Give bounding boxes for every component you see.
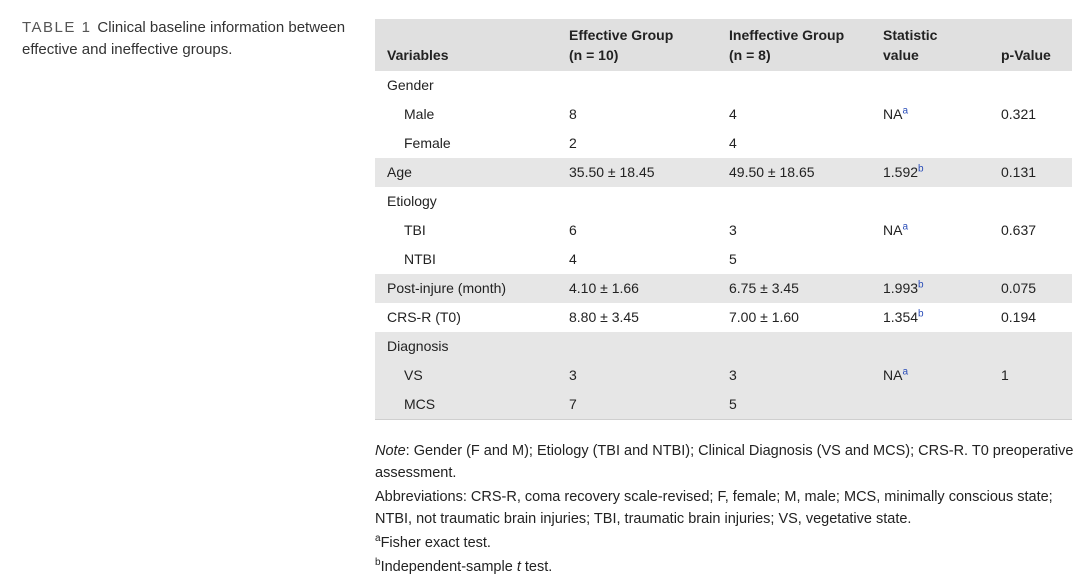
cell-pvalue: 0.194 [1001,309,1037,325]
cell-ineffective: 4 [729,106,737,122]
cell-ineffective: 3 [717,361,871,390]
abbreviations-line: Abbreviations: CRS-R, coma recovery scale-revised; F, female; M, male; MCS, minimally conscious state; NTBI, not traumatic brain injuries; TBI, traumatic brain injuries; VS, vegetative state. [375,489,1053,527]
row-label: TBI [404,222,426,238]
table-row [375,158,1072,187]
cell-ineffective: 5 [717,390,871,420]
cell-pvalue: 0.321 [1001,106,1037,122]
row-label: Age [375,158,557,187]
header-ineffective: Ineffective Group (n = 8) [717,19,871,71]
footnote-a: $^a$Fisher exact test. [375,533,491,551]
table-caption [22,17,352,61]
cell-effective: 8 [569,106,577,122]
row-label: Etiology [387,193,437,209]
table-row [375,71,1072,100]
cell-statistic: 1.993$^b$ [871,274,989,303]
cell-statistic: $NA^a$ [871,361,989,390]
table-notes [375,440,1075,580]
table-row [375,129,1072,158]
cell-ineffective: 6.75 ± 3.45 [717,274,871,303]
table-row [375,361,1072,390]
cell-pvalue: 0.637 [1001,222,1037,238]
row-label: Post-injure (month) [375,274,557,303]
cell-effective: 3 [557,361,717,390]
header-statistic: Statistic value [871,19,989,71]
table-row [375,100,1072,129]
row-label: CRS-R (T0) [387,309,461,325]
cell-pvalue: 0.131 [989,158,1072,187]
table-label: TABLE 1 [22,19,92,36]
table-row [375,216,1072,245]
cell-effective: 6 [569,222,577,238]
cell-ineffective: 7.00 ± 1.60 [729,309,799,325]
cell-statistic: $NA^a$ [883,221,909,238]
header-effective: Effective Group (n = 10) [557,19,717,71]
cell-effective: 2 [569,135,577,151]
cell-effective: 8.80 ± 3.45 [569,309,639,325]
cell-ineffective: 49.50 ± 18.65 [717,158,871,187]
row-label: NTBI [404,251,436,267]
row-label: Diagnosis [375,332,557,361]
cell-ineffective: 5 [729,251,737,267]
cell-pvalue: 0.075 [989,274,1072,303]
cell-statistic: 1.354$^b$ [883,308,924,325]
cell-effective: 35.50 ± 18.45 [557,158,717,187]
row-label: Male [404,106,435,122]
cell-pvalue: 1 [989,361,1072,390]
cell-statistic: $NA^a$ [883,105,909,122]
cell-effective: 4.10 ± 1.66 [557,274,717,303]
table-row [375,274,1072,303]
baseline-table [375,19,1072,420]
caption-text: Clinical baseline information between effective and ineffective groups. [22,19,346,58]
cell-ineffective: 3 [729,222,737,238]
table-row [375,332,1072,361]
row-label: MCS [375,390,557,420]
header-pvalue: p-Value [989,19,1072,71]
table-row [375,303,1072,332]
table-row [375,390,1072,420]
cell-effective: 7 [557,390,717,420]
header-variables: Variables [375,19,557,71]
row-label: Female [404,135,451,151]
cell-ineffective: 4 [729,135,737,151]
cell-effective: 4 [569,251,577,267]
footnote-b: $^b$Independent-sample t test. [375,557,553,575]
note-line: Note: Gender (F and M); Etiology (TBI and NTBI); Clinical Diagnosis (VS and MCS); CRS-R. T0 preoperative assessment. [375,443,1074,481]
table-row [375,187,1072,216]
header-row [375,19,1072,71]
row-label: VS [375,361,557,390]
row-label: Gender [387,77,434,93]
table-row [375,245,1072,274]
cell-statistic: 1.592$^b$ [871,158,989,187]
